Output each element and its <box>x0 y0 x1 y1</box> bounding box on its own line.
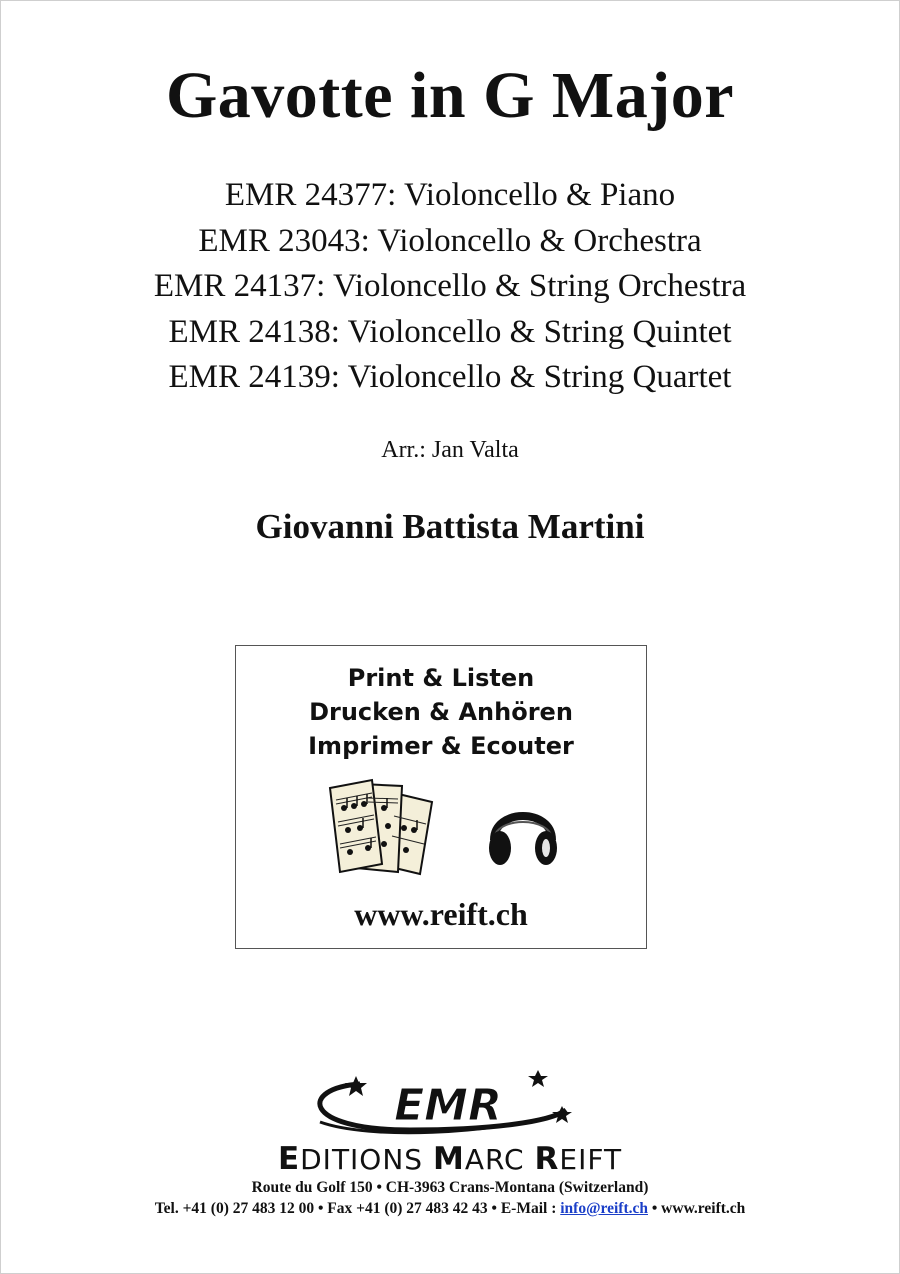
edition-list <box>0 173 900 401</box>
arranger-credit: Arr.: Jan Valta <box>381 437 519 463</box>
contact-prefix: Tel. +41 (0) 27 483 12 00 • Fax +41 (0) 27 483 42 43 • E-Mail : <box>154 1200 561 1217</box>
publisher-name <box>0 1141 900 1177</box>
edition-line: EMR 24137: Violoncello & String Orchestra <box>153 268 747 304</box>
brand-part: EIFT <box>559 1143 623 1176</box>
promo-line: Imprimer & Ecouter <box>308 732 574 760</box>
brand-part: E <box>277 1141 301 1177</box>
edition-line: EMR 24138: Violoncello & String Quintet <box>168 313 732 350</box>
email-link[interactable]: info@reift.ch <box>560 1200 648 1217</box>
brand-part: ARC <box>464 1143 535 1176</box>
print-listen-box <box>235 645 647 949</box>
emr-logo <box>290 1070 600 1140</box>
score-title: Gavotte in G Major <box>165 59 735 132</box>
edition-line: EMR 23043: Violoncello & Orchestra <box>198 222 702 259</box>
promo-line: Drucken & Anhören <box>309 698 573 726</box>
brand-part: M <box>432 1141 465 1177</box>
edition-line: EMR 24139: Violoncello & String Quartet <box>168 359 732 395</box>
brand-part: R <box>534 1141 560 1177</box>
edition-line: EMR 24377: Violoncello & Piano <box>224 177 676 213</box>
composer-name: Giovanni Battista Martini <box>255 507 645 546</box>
logo-text: EMR <box>394 1080 502 1131</box>
headphones-icon <box>486 794 560 870</box>
contact-suffix: • www.reift.ch <box>648 1200 746 1217</box>
publisher-contact <box>0 1200 900 1218</box>
brand-part: DITIONS <box>300 1143 433 1176</box>
website-url[interactable]: www.reift.ch <box>354 896 528 932</box>
promo-line: Print & Listen <box>347 664 535 692</box>
publisher-address: Route du Golf 150 • CH-3963 Crans-Montana (Switzerland) <box>251 1179 649 1196</box>
sheet-music-icon <box>328 778 454 880</box>
